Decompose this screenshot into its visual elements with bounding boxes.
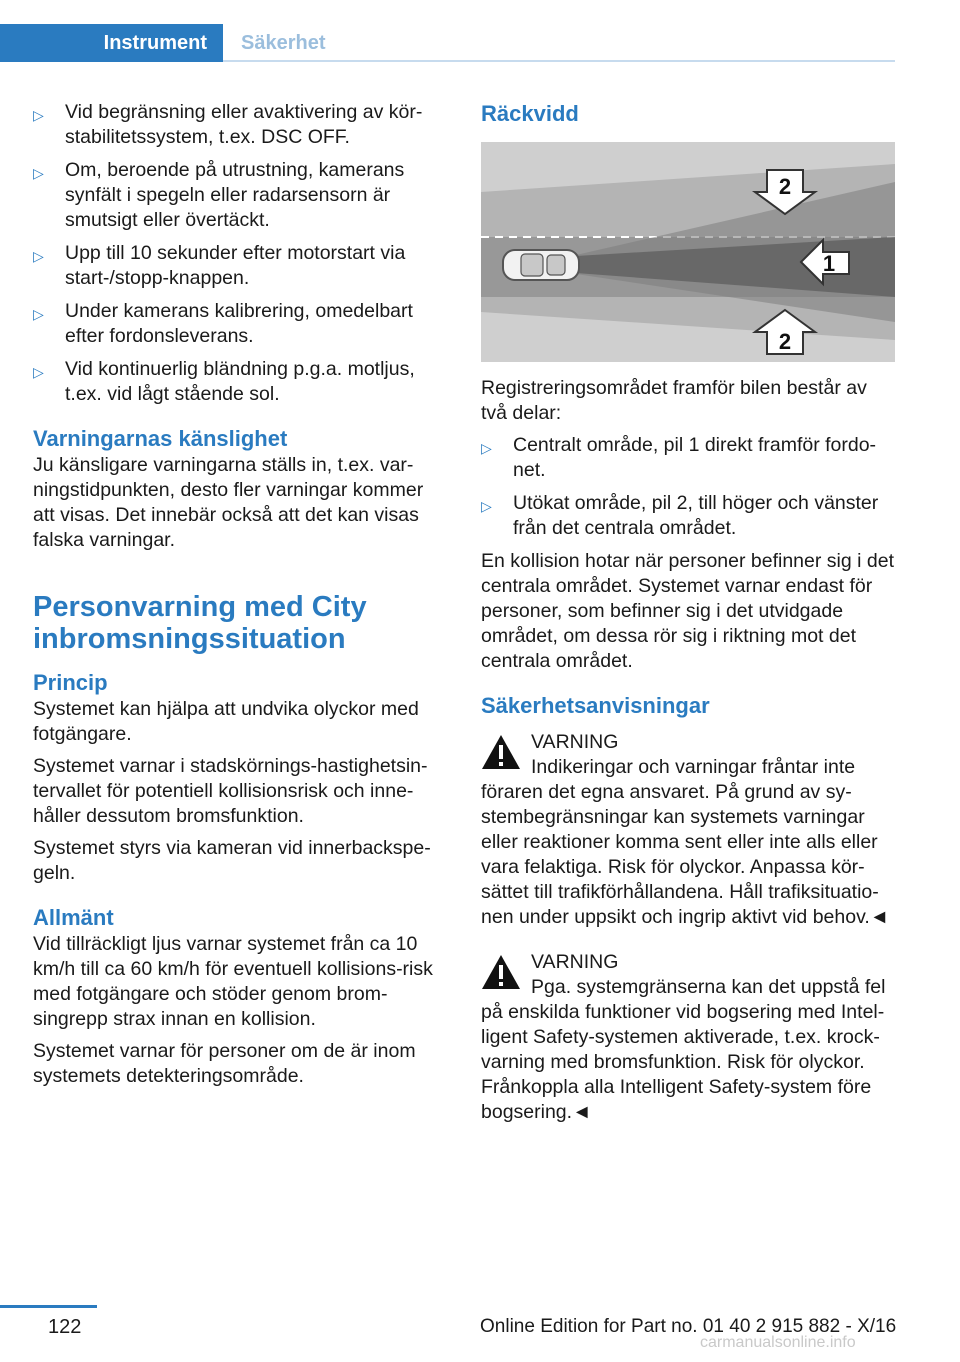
- list-item: ▷ Vid kontinuerlig bländning p.g.a. motljus, t.ex. vid lågt stående sol.: [33, 358, 415, 405]
- tab-sakerhet[interactable]: Säkerhet: [223, 24, 895, 62]
- warning-triangle-icon: [481, 734, 521, 770]
- right-column: [481, 100, 895, 1125]
- detection-range-diagram: [481, 142, 895, 362]
- page-number: 122: [48, 1316, 82, 1338]
- principle-paragraph: Systemet styrs via kameran vid innerbackspe-geln.: [33, 837, 431, 884]
- principle-heading: Princip: [33, 670, 108, 695]
- triangle-bullet-icon: ▷: [33, 107, 44, 123]
- limitation-list: [33, 100, 443, 407]
- list-item: ▷ Upp till 10 sekunder efter motorstart via start-/stopp-knappen.: [33, 242, 406, 289]
- warning-title: VARNING: [531, 731, 619, 753]
- footer-rule: [0, 1305, 97, 1308]
- warning-triangle-icon: [481, 954, 521, 990]
- general-paragraph: Vid tillräckligt ljus varnar systemet från ca 10 km/h till ca 60 km/h för eventuell kollisions-risk med fotgängare och stöder genom brom-singrepp strax innan en kollision.: [33, 933, 433, 1030]
- triangle-bullet-icon: ▷: [481, 498, 492, 514]
- triangle-bullet-icon: ▷: [33, 165, 44, 181]
- safety-heading: Säkerhetsanvisningar: [481, 693, 710, 718]
- tab-instrument[interactable]: Instrument: [0, 24, 223, 62]
- general-heading: Allmänt: [33, 905, 114, 930]
- triangle-bullet-icon: ▷: [33, 248, 44, 264]
- triangle-bullet-icon: ▷: [33, 306, 44, 322]
- list-item: ▷ Centralt område, pil 1 direkt framför fordo-net.: [481, 434, 877, 481]
- watermark: carmanualsonline.info: [700, 1334, 856, 1351]
- tab-divider: [223, 60, 895, 62]
- triangle-bullet-icon: ▷: [33, 364, 44, 380]
- svg-text:2: 2: [778, 329, 792, 354]
- warning-block: [481, 730, 895, 930]
- range-heading: Räckvidd: [481, 101, 579, 126]
- range-intro: Registreringsområdet framför bilen består av två delar:: [481, 377, 867, 424]
- range-text: En kollision hotar när personer befinner sig i det centrala området. Systemet varnar endast för personer, som befinner sig i det utvidgade området, om dessa rör sig i riktning mot det centrala området.: [481, 550, 894, 672]
- svg-text:2: 2: [778, 174, 792, 199]
- warning-block: [481, 950, 895, 1125]
- list-item: ▷ Vid begränsning eller avaktivering av kör-stabilitetssystem, t.ex. DSC OFF.: [33, 101, 423, 148]
- warning-text: Pga. systemgränserna kan det uppstå fel på enskilda funktioner vid bogsering med Intel-ligent Safety-systemen aktiverade, t.ex. krock-varning med bromsfunktion. Risk för olyckor. Frånkoppla alla Intelligent Safety-system före bogsering.◄: [481, 976, 886, 1123]
- list-item: ▷ Utökat område, pil 2, till höger och vänster från det centrala området.: [481, 492, 879, 539]
- sensitivity-text: Ju känsligare varningarna ställs in, t.ex. var-ningstidpunkten, desto fler varningar kommer att visas. Det innebär också att det kan visas falska varningar.: [33, 454, 424, 551]
- warning-title: VARNING: [531, 951, 619, 973]
- section-title: Personvarning med City inbromsningssituation: [33, 591, 367, 655]
- svg-text:1: 1: [822, 251, 836, 276]
- general-paragraph: Systemet varnar för personer om de är inom systemets detekteringsområde.: [33, 1040, 416, 1087]
- warning-text: Indikeringar och varningar fråntar inte föraren det egna ansvaret. På grund av sy-stembegränsningar kan systemets varningar eller reaktioner komma sent eller inte alls eller vara felaktiga. Risk för olyckor. Anpassa kör-sättet till trafikförhållandena. Håll trafiksituatio-nen under uppsikt och ingrip aktivt vid behov.◄: [481, 756, 890, 928]
- range-list: [481, 433, 895, 541]
- principle-paragraph: Systemet varnar i stadskörnings-hastighetsin-tervallet för potentiell kollisionsrisk och inne-håller dessutom bromsfunktion.: [33, 755, 428, 827]
- left-column: [33, 100, 443, 1096]
- principle-paragraph: Systemet kan hjälpa att undvika olyckor med fotgängare.: [33, 698, 419, 745]
- sensitivity-heading: Varningarnas känslighet: [33, 426, 288, 451]
- chapter-tabs: [0, 24, 895, 62]
- list-item: ▷ Om, beroende på utrustning, kamerans synfält i spegeln eller radarsensorn är smutsigt eller övertäckt.: [33, 159, 405, 231]
- triangle-bullet-icon: ▷: [481, 440, 492, 456]
- edition-note: Online Edition for Part no. 01 40 2 915 882 - X/16: [480, 1316, 897, 1337]
- car-icon: [503, 250, 579, 280]
- list-item: ▷ Under kamerans kalibrering, omedelbart efter fordonsleverans.: [33, 300, 413, 347]
